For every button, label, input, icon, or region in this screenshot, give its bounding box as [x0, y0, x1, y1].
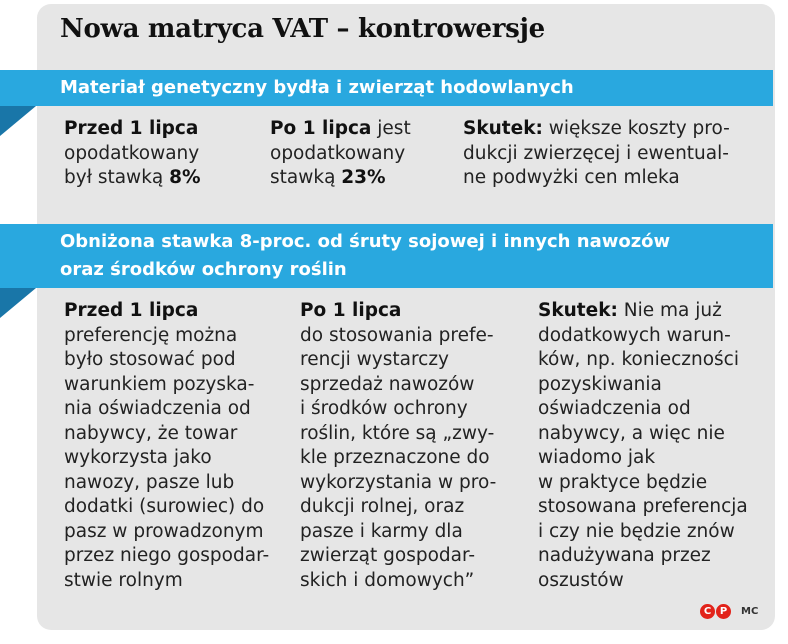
text-line: skich i domowych”: [300, 569, 475, 591]
section2-before-column: [64, 299, 269, 593]
after-label: Po 1 lipca: [300, 300, 402, 321]
text-line: wykorzysta jako: [64, 447, 212, 468]
text-line: pasz w prowadzonym: [64, 520, 264, 542]
page-title: Nowa matryca VAT – kontrowersje: [60, 14, 545, 44]
text-line: był stawką: [64, 167, 170, 188]
section2-heading: [0, 224, 773, 288]
text-line: nia oświadczenia od: [64, 398, 251, 419]
section1-effect-column: [463, 117, 730, 191]
section2-fold: [0, 288, 36, 318]
text-line: ków, np. konieczności: [538, 349, 739, 370]
text-line: opodatkowany: [270, 142, 406, 164]
text-line: do stosowania prefe-: [300, 324, 494, 346]
text-line: zwierząt gospodar-: [300, 545, 476, 566]
text-line: kle przeznaczone do: [300, 447, 490, 468]
after-label: Po 1 lipca: [270, 118, 372, 139]
text-line: jest: [371, 118, 411, 139]
text-line: roślin, które są „zwy-: [300, 422, 495, 444]
before-label: Przed 1 lipca: [64, 118, 199, 139]
text-line: nabywcy, że towar: [64, 422, 238, 444]
logo-p-icon: P: [716, 604, 731, 619]
text-line: było stosować pod: [64, 349, 236, 370]
text-line: pasze i karmy dla: [300, 520, 463, 542]
text-line: preferencję można: [64, 324, 238, 346]
text-line: i czy nie będzie znów: [538, 520, 735, 542]
logo-c-icon: C: [700, 604, 715, 619]
text-line: stawką: [270, 167, 342, 188]
author-credit: MC: [741, 606, 759, 617]
text-line: oszustów: [538, 569, 624, 591]
text-line: większe koszty pro-: [542, 118, 730, 139]
text-line: oświadczenia od: [538, 398, 691, 419]
text-line: wykorzystania w pro-: [300, 471, 497, 493]
text-line: sprzedaż nawozów: [300, 373, 475, 395]
text-line: dodatkowych warun-: [538, 324, 731, 346]
publisher-logo: [700, 604, 734, 620]
section1-heading: Materiał genetyczny bydła i zwierząt hodowlanych: [0, 70, 773, 106]
text-line: rencji wystarczy: [300, 349, 449, 370]
text-line: pozyskiwania: [538, 373, 662, 395]
text-line: wiadomo jak: [538, 447, 656, 468]
section2-effect-column: [538, 299, 748, 593]
section1-fold: [0, 106, 36, 136]
effect-label: Skutek:: [538, 300, 618, 321]
text-line: opodatkowany: [64, 142, 200, 164]
text-line: stosowana preferencja: [538, 496, 748, 517]
text-line: dodatki (surowiec) do: [64, 496, 265, 517]
section1-after-column: [270, 117, 411, 191]
text-line: nawozy, pasze lub: [64, 471, 235, 493]
text-line: ne podwyżki cen mleka: [463, 167, 680, 188]
text-line: stwie rolnym: [64, 569, 183, 591]
section2-after-column: [300, 299, 496, 593]
text-line: w praktyce będzie: [538, 471, 708, 493]
text-line: Nie ma już: [617, 300, 722, 321]
effect-label: Skutek:: [463, 118, 543, 139]
heading-line: oraz środków ochrony roślin: [60, 259, 347, 280]
section1-before-column: [64, 117, 201, 191]
rate-value: 23%: [341, 167, 386, 188]
text-line: dukcji zwierzęcej i ewentual-: [463, 142, 729, 164]
before-label: Przed 1 lipca: [64, 300, 199, 321]
text-line: warunkiem pozyska-: [64, 373, 255, 395]
rate-value: 8%: [169, 167, 201, 188]
text-line: przez niego gospodar-: [64, 545, 270, 566]
heading-line: Obniżona stawka 8-proc. od śruty sojowej i innych nawozów: [60, 231, 671, 252]
text-line: nabywcy, a więc nie: [538, 422, 725, 444]
text-line: i środków ochrony: [300, 398, 468, 419]
text-line: dukcji rolnej, oraz: [300, 496, 465, 517]
text-line: nadużywana przez: [538, 545, 711, 566]
